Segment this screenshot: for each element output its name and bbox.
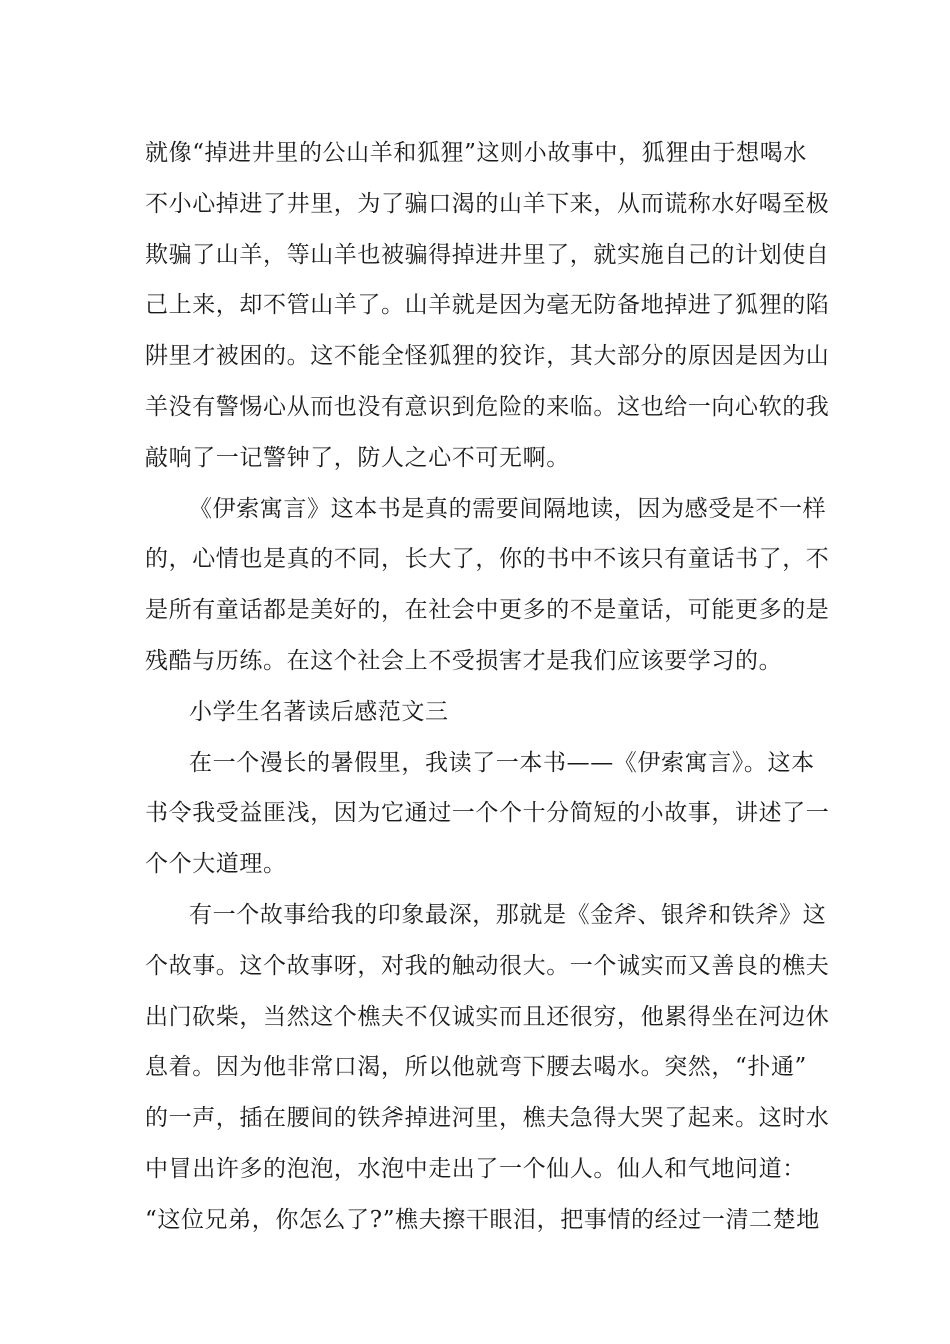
paragraph-first-line: 《伊索寓言》这本书是真的需要间隔地读，因为感受是不一样 [189, 495, 827, 522]
text-line: 欺骗了山羊，等山羊也被骗得掉进井里了，就实施自己的计划使自 [145, 241, 830, 268]
text-line: 残酷与历练。在这个社会上不受损害才是我们应该要学习的。 [145, 647, 783, 674]
text-line: 息着。因为他非常口渴，所以他就弯下腰去喝水。突然，“扑通” [145, 1054, 807, 1081]
text-line: 个个大道理。 [145, 851, 287, 878]
text-line: 是所有童话都是美好的，在社会中更多的不是童话，可能更多的是 [145, 597, 830, 624]
text-line: 出门砍柴，当然这个樵夫不仅诚实而且还很穷，他累得坐在河边休 [145, 1003, 830, 1030]
text-line: 敲响了一记警钟了，防人之心不可无啊。 [145, 444, 570, 471]
text-line: 中冒出许多的泡泡，水泡中走出了一个仙人。仙人和气地问道： [145, 1155, 806, 1182]
text-line: 阱里才被困的。这不能全怪狐狸的狡诈，其大部分的原因是因为山 [145, 343, 830, 370]
text-line: 己上来，却不管山羊了。山羊就是因为毫无防备地掉进了狐狸的陷 [145, 292, 830, 319]
text-line: 的一声，插在腰间的铁斧掉进河里，樵夫急得大哭了起来。这时水 [145, 1105, 830, 1132]
document-body [145, 128, 830, 1246]
text-line: 书令我受益匪浅，因为它通过一个个十分简短的小故事，讲述了一 [145, 800, 830, 827]
text-line: 羊没有警惕心从而也没有意识到危险的来临。这也给一向心软的我 [145, 393, 830, 420]
paragraph-first-line: 有一个故事给我的印象最深，那就是《金斧、银斧和铁斧》这 [189, 901, 827, 928]
text-line: 的，心情也是真的不同，长大了，你的书中不该只有童话书了，不 [145, 546, 830, 573]
text-line: “这位兄弟，你怎么了?”樵夫擦干眼泪，把事情的经过一清二楚地 [145, 1206, 820, 1233]
text-line: 个故事。这个故事呀，对我的触动很大。一个诚实而又善良的樵夫 [145, 952, 830, 979]
paragraph-first-line: 在一个漫长的暑假里，我读了一本书——《伊索寓言》。这本 [189, 749, 815, 776]
section-heading: 小学生名著读后感范文三 [189, 698, 449, 725]
text-line: 不小心掉进了井里，为了骗口渴的山羊下来，从而谎称水好喝至极 [145, 190, 830, 217]
text-line: 就像“掉进井里的公山羊和狐狸”这则小故事中，狐狸由于想喝水 [145, 140, 807, 166]
